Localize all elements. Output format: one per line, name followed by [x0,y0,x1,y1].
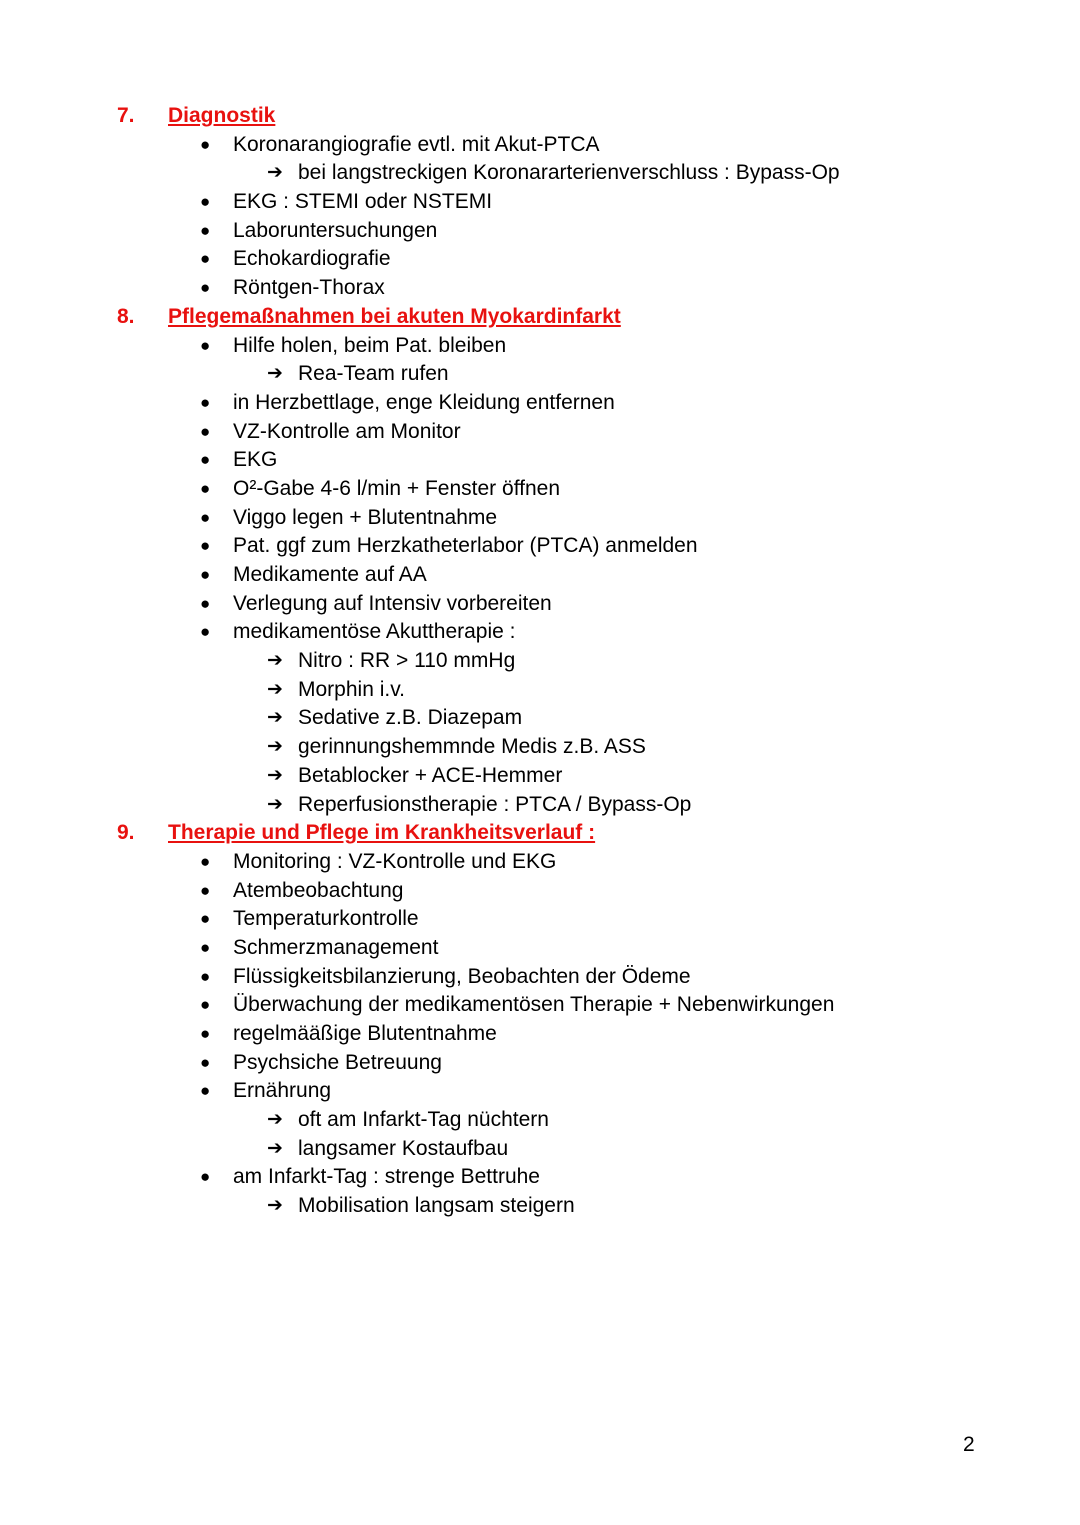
section-heading [0,819,1080,848]
list-item-text: Pat. ggf zum Herzkatheterlabor (PTCA) anmelden [233,534,698,558]
list-item [0,446,1080,475]
arrow-icon: ➔ [267,736,283,758]
sub-list-item-text: Betablocker + ACE-Hemmer [298,763,563,787]
list-item [0,274,1080,303]
sub-list-item [0,1192,1080,1221]
bullet-icon: ● [200,622,211,642]
bullet-icon: ● [200,192,211,212]
list-item-text: Echokardiografie [233,247,391,271]
bullet-icon: ● [200,536,211,556]
list-item [0,418,1080,447]
list-item [0,475,1080,504]
arrow-icon: ➔ [267,764,283,786]
list-item-text: Überwachung der medikamentösen Therapie + Nebenwirkungen [233,993,835,1017]
sub-list-item [0,791,1080,820]
section-number: 8. [117,304,135,328]
sub-list-item-text: Nitro : RR > 110 mmHg [298,649,516,673]
arrow-icon: ➔ [267,678,283,700]
list-item-text: regelmääßige Blutentnahme [233,1022,497,1045]
list-item-text: Monitoring : VZ-Kontrolle und EKG [233,849,557,873]
list-item-text: Temperaturkontrolle [233,907,419,931]
page-number: 2 [963,1433,975,1456]
arrow-icon: ➔ [267,363,283,385]
list-item-text: Verlegung auf Intensiv vorbereiten [233,591,552,615]
list-item [0,1163,1080,1192]
arrow-icon: ➔ [267,707,283,729]
bullet-icon: ● [200,134,211,154]
bullet-icon: ● [200,392,211,412]
bullet-icon: ● [200,565,211,584]
list-item-text: Hilfe holen, beim Pat. bleiben [233,333,507,357]
bullet-icon: ● [200,335,211,355]
list-item-text: EKG [233,448,278,472]
sub-list-item [0,647,1080,676]
list-item-text: Psychsiche Betreuung [233,1050,442,1074]
arrow-icon: ➔ [267,1195,283,1217]
sub-list-item [0,1135,1080,1164]
list-item-text: Ernährung [233,1079,332,1103]
arrow-icon: ➔ [267,1109,283,1131]
sub-list-item-text: oft am Infarkt-Tag nüchtern [298,1108,549,1132]
list-item [0,934,1080,963]
list-item [0,963,1080,992]
sub-list-item-text: Mobilisation langsam steigern [298,1194,575,1218]
sub-list-item-text: Sedative z.B. Diazepam [298,706,523,730]
section-heading [0,102,1080,131]
list-item [0,877,1080,906]
bullet-icon: ● [200,478,211,498]
bullet-icon: ● [200,1167,211,1187]
bullet-icon: ● [200,1052,211,1072]
bullet-icon: ● [200,593,211,613]
bullet-icon: ● [200,421,211,441]
list-item [0,618,1080,647]
list-item [0,532,1080,561]
arrow-icon: ➔ [267,650,283,672]
list-item-text: Flüssigkeitsbilanzierung, Beobachten der Ödeme [233,964,691,988]
sub-list-item-text: gerinnungshemmnde Medis z.B. ASS [298,735,646,759]
list-item-text: am Infarkt-Tag : strenge Bettruhe [233,1165,540,1189]
list-item [0,332,1080,361]
list-item [0,590,1080,619]
list-item-text: Viggo legen + Blutentnahme [233,505,498,529]
list-item [0,991,1080,1020]
list-item-text: O²-Gabe 4-6 l/min + Fenster öffnen [233,476,561,500]
list-item [0,245,1080,274]
arrow-icon: ➔ [267,162,283,184]
list-item [0,131,1080,160]
sub-list-item [0,159,1080,188]
bullet-icon: ● [200,450,211,470]
list-item [0,504,1080,533]
list-item-text: Koronarangiografie evtl. mit Akut-PTCA [233,132,600,156]
list-item-text: in Herzbettlage, enge Kleidung entfernen [233,390,615,414]
sub-list-item [0,733,1080,762]
bullet-icon: ● [200,966,211,986]
bullet-icon: ● [200,249,211,269]
arrow-icon: ➔ [267,793,283,815]
bullet-icon: ● [200,880,211,900]
section-heading [0,303,1080,332]
bullet-icon: ● [200,1024,211,1043]
sub-list-item-text: langsamer Kostaufbau [298,1136,509,1160]
section-title: Pflegemaßnahmen bei akuten Myokardinfarkt [168,304,621,328]
list-item [0,905,1080,934]
list-item-text: Röntgen-Thorax [233,276,385,300]
list-item [0,1049,1080,1078]
bullet-icon: ● [200,851,211,871]
bullet-icon: ● [200,220,211,240]
bullet-icon: ● [200,1081,211,1101]
list-item [0,217,1080,246]
sub-list-item [0,360,1080,389]
bullet-icon: ● [200,995,211,1015]
sub-list-item [0,704,1080,733]
list-item-text: medikamentöse Akuttherapie : [233,620,516,644]
list-item [0,188,1080,217]
list-item [0,1020,1080,1049]
bullet-icon: ● [200,909,211,929]
list-item-text: VZ-Kontrolle am Monitor [233,419,461,443]
bullet-icon: ● [200,507,211,527]
section-number: 7. [117,104,135,127]
sub-list-item [0,762,1080,791]
section-number: 9. [117,821,135,845]
document-content [0,102,1080,1221]
list-item-text: Schmerzmanagement [233,935,439,959]
sub-list-item-text: Rea-Team rufen [298,362,449,386]
sub-list-item [0,676,1080,705]
sub-list-item-text: Morphin i.v. [298,677,405,701]
list-item-text: EKG : STEMI oder NSTEMI [233,190,493,214]
bullet-icon: ● [200,278,211,298]
list-item [0,561,1080,590]
list-item-text: Medikamente auf AA [233,563,427,586]
list-item-text: Atembeobachtung [233,878,404,902]
list-item [0,848,1080,877]
sub-list-item-text: bei langstreckigen Koronararterienverschluss : Bypass-Op [298,161,840,185]
bullet-icon: ● [200,937,211,957]
sub-list-item [0,1106,1080,1135]
list-item [0,1077,1080,1106]
arrow-icon: ➔ [267,1137,283,1159]
section-title: Diagnostik [168,104,276,127]
section-title: Therapie und Pflege im Krankheitsverlauf : [168,821,596,845]
sub-list-item-text: Reperfusionstherapie : PTCA / Bypass-Op [298,792,692,816]
list-item-text: Laboruntersuchungen [233,218,438,242]
list-item [0,389,1080,418]
